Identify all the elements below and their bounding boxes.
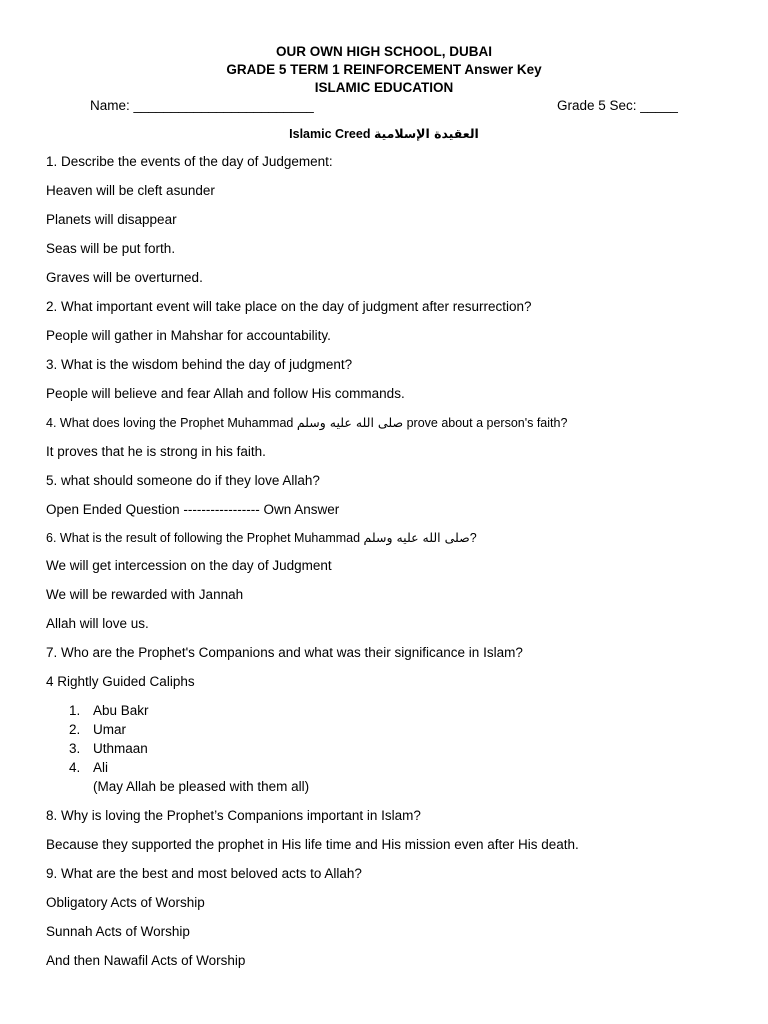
question-3: 3. What is the wisdom behind the day of judgment? — [46, 357, 353, 372]
q1-answer-3: Seas will be put forth. — [46, 241, 176, 256]
q9-answer-2: Sunnah Acts of Worship — [46, 924, 190, 939]
caliph-list-item — [69, 760, 108, 775]
caliph-name: Uthmaan — [93, 741, 148, 756]
q1-answer-1: Heaven will be cleft asunder — [46, 183, 215, 198]
q7-note: (May Allah be pleased with them all) — [93, 779, 310, 794]
caliph-name: Abu Bakr — [93, 703, 149, 718]
name-field: Name: ________________________ — [90, 98, 314, 113]
q5-answer: Open Ended Question ----------------- Own Answer — [46, 502, 340, 517]
grade-section-field: Grade 5 Sec: _____ — [557, 98, 678, 113]
list-number: 4. — [69, 760, 81, 775]
q7-intro: 4 Rightly Guided Caliphs — [46, 674, 195, 689]
q4-answer: It proves that he is strong in his faith. — [46, 444, 266, 459]
section-title-english: Islamic Creed — [289, 127, 371, 141]
worksheet-subtitle: GRADE 5 TERM 1 REINFORCEMENT Answer Key — [226, 62, 542, 77]
question-8: 8. Why is loving the Prophet’s Companions important in Islam? — [46, 808, 421, 823]
caliph-list-item — [69, 703, 149, 718]
q6-answer-3: Allah will love us. — [46, 616, 149, 631]
question-4 — [46, 415, 567, 430]
list-number: 2. — [69, 722, 81, 737]
q2-answer: People will gather in Mahshar for accountability. — [46, 328, 331, 343]
q9-answer-1: Obligatory Acts of Worship — [46, 895, 205, 910]
q6-salutation-arabic: صلى الله عليه وسلم — [363, 530, 470, 545]
q3-answer: People will believe and fear Allah and follow His commands. — [46, 386, 405, 401]
caliph-name: Umar — [93, 722, 126, 737]
question-5: 5. what should someone do if they love Allah? — [46, 473, 320, 488]
q6-question-end: ? — [469, 531, 477, 545]
caliph-name: Ali — [93, 760, 109, 775]
q1-answer-2: Planets will disappear — [46, 212, 177, 227]
section-title — [0, 126, 768, 141]
q6-question-start: 6. What is the result of following the Prophet Muhammad — [46, 531, 361, 545]
q9-answer-3: And then Nawafil Acts of Worship — [46, 953, 246, 968]
question-1: 1. Describe the events of the day of Judgement: — [46, 154, 333, 169]
q4-question-start: 4. What does loving the Prophet Muhammad — [46, 416, 294, 430]
caliph-list-item — [69, 722, 126, 737]
q6-answer-2: We will be rewarded with Jannah — [46, 587, 244, 602]
subject-title: ISLAMIC EDUCATION — [314, 80, 454, 95]
list-number: 1. — [69, 703, 81, 718]
list-number: 3. — [69, 741, 81, 756]
question-6 — [46, 530, 477, 545]
section-title-arabic: العقيدة الإسلامية — [373, 126, 479, 141]
school-name: OUR OWN HIGH SCHOOL, DUBAI — [276, 44, 492, 59]
caliph-list-item — [69, 741, 148, 756]
q1-answer-4: Graves will be overturned. — [46, 270, 203, 285]
question-2: 2. What important event will take place on the day of judgment after resurrection? — [46, 299, 532, 314]
q4-salutation-arabic: صلى الله عليه وسلم — [296, 415, 404, 430]
question-9: 9. What are the best and most beloved acts to Allah? — [46, 866, 362, 881]
q6-answer-1: We will get intercession on the day of Judgment — [46, 558, 332, 573]
q4-question-end: prove about a person's faith? — [406, 416, 568, 430]
question-7: 7. Who are the Prophet's Companions and what was their significance in Islam? — [46, 645, 523, 660]
q8-answer: Because they supported the prophet in His life time and His mission even after His death. — [46, 837, 579, 852]
